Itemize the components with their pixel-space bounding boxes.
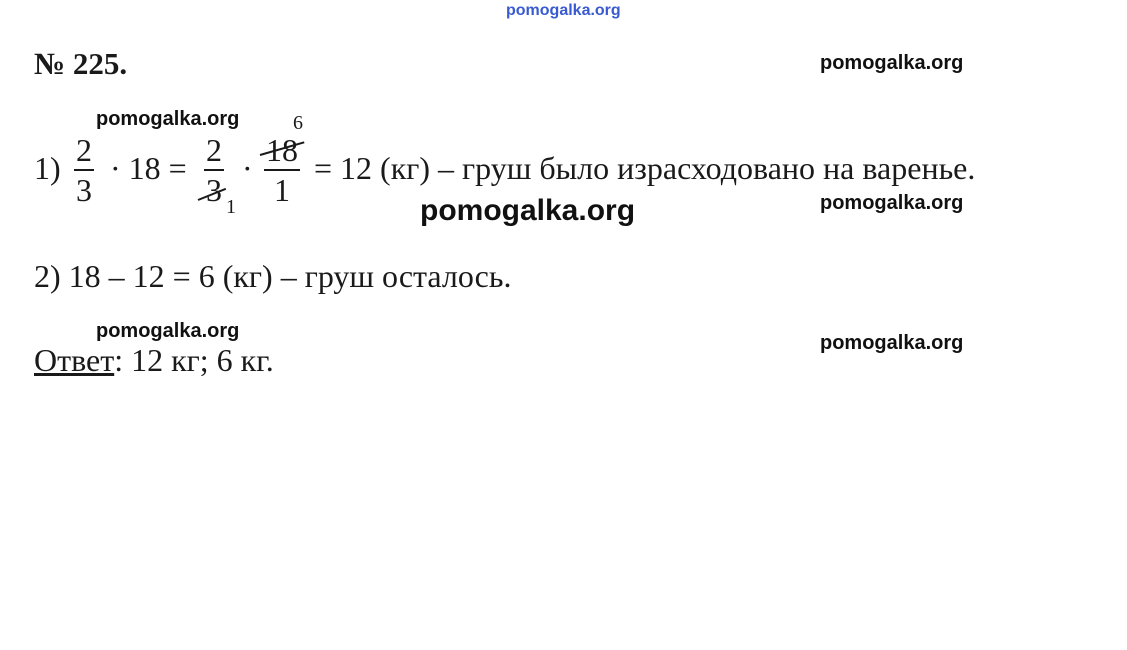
fraction-numerator: 2	[76, 132, 92, 168]
step-1-dot: ·	[242, 150, 253, 186]
fraction-denominator: 3	[76, 172, 92, 208]
cancel-result-numerator: 6	[293, 112, 303, 134]
watermark-left-2: pomogalka.org	[96, 320, 240, 342]
answer-label: Ответ	[34, 342, 115, 378]
cancel-result-denominator: 1	[226, 196, 236, 218]
fraction-numerator: 2	[206, 132, 222, 168]
watermark-right-1: pomogalka.org	[820, 52, 964, 74]
answer	[34, 342, 274, 379]
fraction-numerator: 18	[266, 132, 298, 168]
fraction-denominator: 3	[206, 172, 222, 208]
fraction-denominator: 1	[274, 172, 290, 208]
problem-number: № 225.	[34, 46, 128, 81]
watermark-right-3: pomogalka.org	[820, 332, 964, 354]
step-2: 2) 18 – 12 = 6 (кг) – груш осталось.	[34, 258, 512, 294]
step-1-times-18: · 18 =	[110, 150, 187, 186]
watermark-right-2: pomogalka.org	[820, 192, 964, 214]
watermark-center: pomogalka.org	[420, 194, 636, 227]
watermark-top: pomogalka.org	[506, 2, 621, 19]
step-1-prefix: 1)	[34, 150, 61, 186]
answer-text: : 12 кг; 6 кг.	[114, 342, 274, 378]
watermark-left-1: pomogalka.org	[96, 108, 240, 130]
fraction-two-thirds-a	[74, 134, 94, 206]
step-1-result: = 12 (кг) – груш было израсходовано на варенье.	[314, 150, 976, 186]
